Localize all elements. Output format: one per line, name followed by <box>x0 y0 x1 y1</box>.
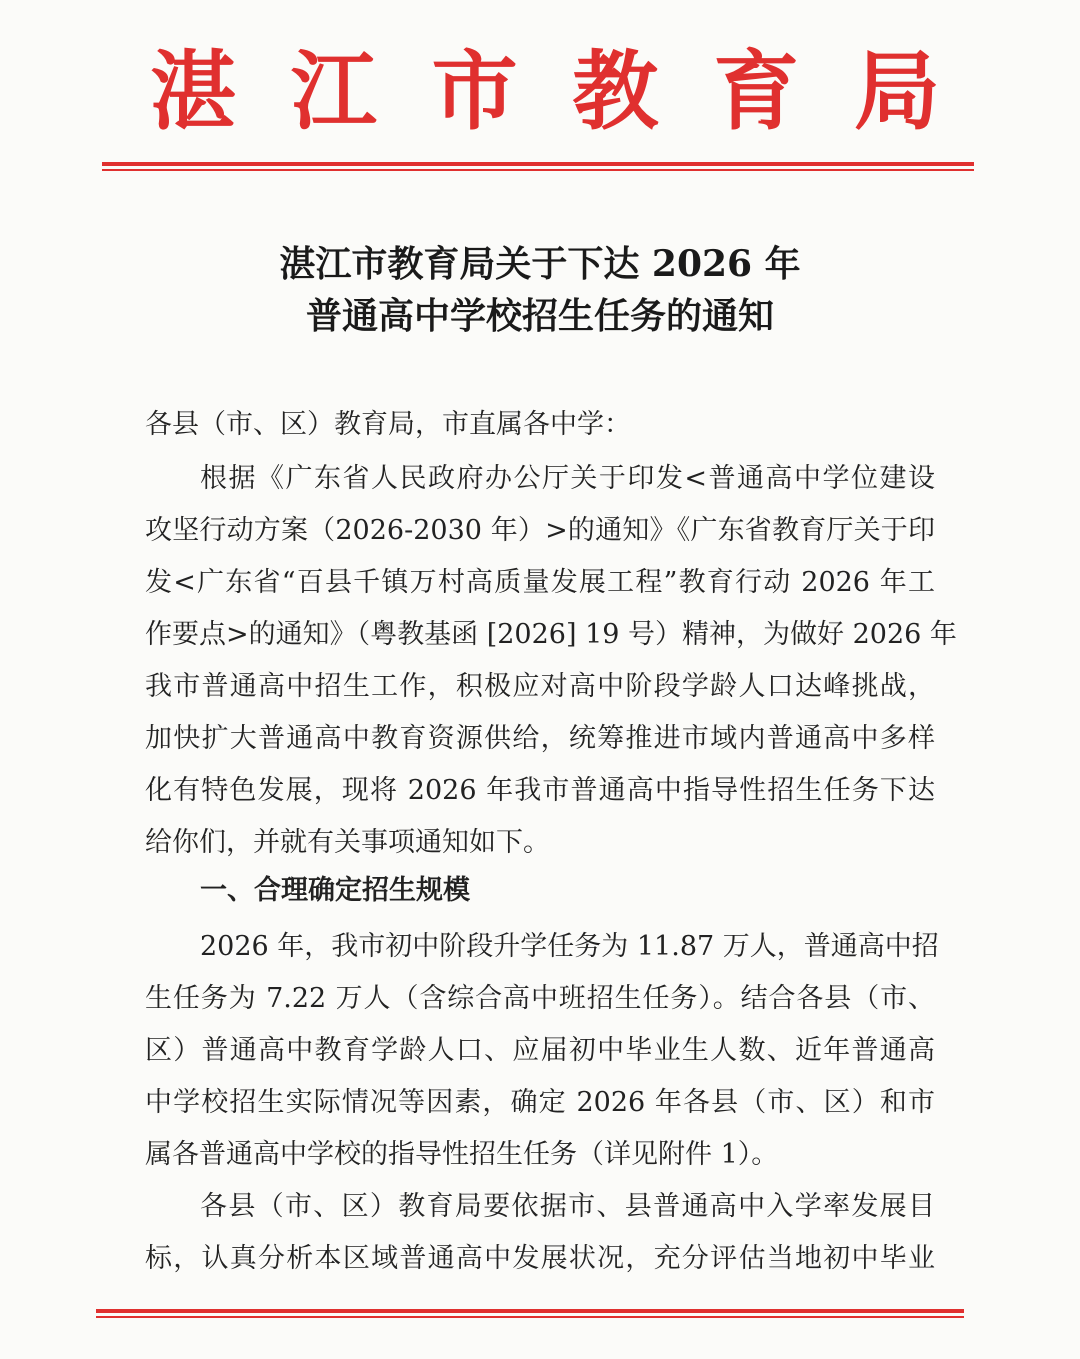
paragraph-1-line: 化有特色发展，现将 2026 年我市普通高中指导性招生任务下达 <box>145 775 935 806</box>
salutation: 各县（市、区）教育局，市直属各中学： <box>145 409 631 440</box>
header-char: 湛 <box>150 41 236 142</box>
paragraph-2-line: 中学校招生实际情况等因素，确定 2026 年各县（市、区）和市 <box>145 1087 935 1118</box>
header-char: 市 <box>431 41 518 142</box>
paragraph-2-line: 2026 年，我市初中阶段升学任务为 11.87 万人，普通高中招 <box>200 931 939 962</box>
paragraph-1-line: 我市普通高中招生工作，积极应对高中阶段学龄人口达峰挑战， <box>145 671 935 702</box>
paragraph-1-line: 根据《广东省人民政府办公厅关于印发<普通高中学位建设 <box>200 463 935 494</box>
paragraph-1-line: 作要点>的通知》（粤教基函 [2026] 19 号）精神，为做好 2026 年 <box>145 619 957 650</box>
paragraph-2-line: 属各普通高中学校的指导性招生任务（详见附件 1）。 <box>145 1139 779 1170</box>
header-red-rule <box>102 162 974 166</box>
footer-red-rule <box>96 1309 964 1313</box>
header-char: 江 <box>290 41 377 142</box>
paragraph-1-line: 攻坚行动方案（2026-2030 年）>的通知》《广东省教育厅关于印 <box>145 515 935 546</box>
paragraph-1-line: 给你们，并就有关事项通知如下。 <box>145 827 550 858</box>
header-char: 教 <box>572 41 659 142</box>
document-title-line-1: 湛江市教育局关于下达 2026 年 <box>279 243 801 285</box>
paragraph-1-line: 加快扩大普通高中教育资源供给，统筹推进市域内普通高中多样 <box>145 723 935 754</box>
header-char: 育 <box>713 41 800 142</box>
paragraph-2-line: 生任务为 7.22 万人（含综合高中班招生任务）。结合各县（市、 <box>145 983 935 1014</box>
paragraph-3-line: 各县（市、区）教育局要依据市、县普通高中入学率发展目 <box>200 1191 935 1222</box>
section-1-heading: 一、合理确定招生规模 <box>200 875 470 906</box>
paragraph-3-line: 标，认真分析本区域普通高中发展状况，充分评估当地初中毕业 <box>145 1243 935 1274</box>
document-title-line-2: 普通高中学校招生任务的通知 <box>305 295 774 337</box>
header-red-rule-thin <box>102 169 974 171</box>
paragraph-2-line: 区）普通高中教育学龄人口、应届初中毕业生人数、近年普通高 <box>145 1035 935 1066</box>
paragraph-1-line: 发<广东省“百县千镇万村高质量发展工程”教育行动 2026 年工 <box>145 567 935 598</box>
issuing-authority-header <box>150 42 940 142</box>
footer-red-rule-thin <box>96 1316 964 1318</box>
header-char: 局 <box>853 41 940 142</box>
